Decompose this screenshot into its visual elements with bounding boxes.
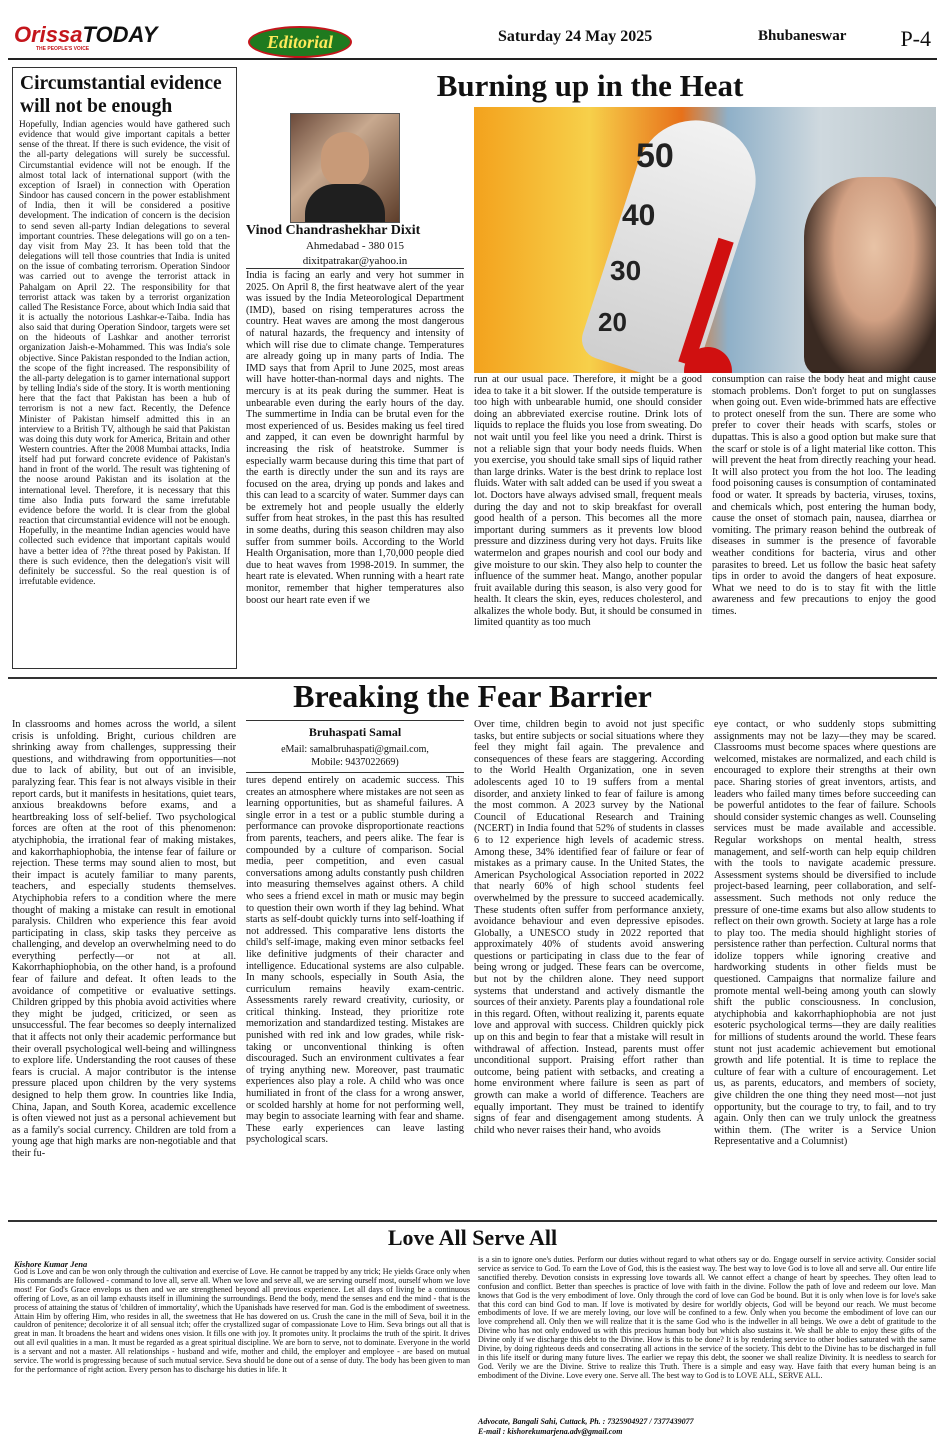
love-col-1: God is Love and can be won only through the cultivation and exercise of Love. He cannot be trapped by any trick; He yields Grace only when His commands are followed - command to love all, serve all. When we love and serve all, we are serving ourself most, ourself whom we love most! For God's Grace envelops us then and we are strengthened beyond all previous experience. Let all days of living be a continuous offering of Love, as an oil lamp exhausts itself in illumining the surroundings. Bend the body, mend the senses and end the mind - that is the process of attaining the status of 'children of immortality', which the Upanishads have reserved for man. God is the embodiment of sweetness. Attain Him by offering Him, who resides in all, the sweetness that He has dowered on us. Crush the cane in the mill of Seva, boil it in the cauldron of penitence; decolorize it of all sensual itch; offer the crystallized sugar of compassionate Love to Him. Seva brings out all that is great in man. It broadens the heart and widens ones vision. It fills one with joy. It promotes unity. It proclaims the truth of the spirit. It drives out all evil qualities in a man. It must be regarded as a great spiritual discipline. We are born to serve, not to dominate. Everyone in the world is a servant and not a master. All relationships - husband and wife, mother and child, the employer and employee - are based on mutual service. The world is progressing because of such mutual service. Seva should be done out of a sense of duty. The body has been given to man for the performance of right action. Every person has to discharge his duties in life. It bbox=[14, 1268, 470, 1374]
heat-article-title: Burning up in the Heat bbox=[436, 68, 744, 103]
fear-author-mobile: Mobile: 9437022669) bbox=[311, 757, 399, 768]
thermo-label-20: 20 bbox=[598, 307, 627, 337]
fear-byline-rule-top bbox=[246, 720, 464, 721]
logo-today: TODAY bbox=[82, 22, 158, 47]
page-number: P-4 bbox=[900, 26, 931, 51]
love-author: Kishore Kumar Jena bbox=[14, 1259, 88, 1269]
header-rule bbox=[8, 58, 937, 60]
fear-byline-rule-bottom bbox=[246, 772, 464, 773]
left-article-title: Circumstantial evidence will not be enough bbox=[20, 73, 222, 117]
issue-date: Saturday 24 May 2025 bbox=[498, 28, 653, 45]
city-name: Bhubaneswar bbox=[758, 28, 847, 44]
fear-article-title: Breaking the Fear Barrier bbox=[293, 678, 652, 714]
heat-col-3: consumption can raise the body heat and might cause stomach problems. Don't forget to put on sunglasses when going out. Even wide-brimmed hats are effective to protect oneself from the sun. There are some who prefer to cover their heads with scarfs, stoles or dupattas. This is also a good option but make sure that the scarf or stole is of a light material like cotton. This will prevent the heat from directly reaching your head. It will also protect you from the hot loo. The leading food poisoning causes is consumption of contaminated food or water. It spreads by bacteria, viruses, toxins, and chemicals which, post entering the human body, cause the onset of stomach pain, nausea, diarrhea or vomiting. The primary reason behind the outbreak of diseases in summer is the presence of favorable weather conditions for bacteria, virus and other parasites to breed. Let us follow the basic heat safety tips in order to avoid the dangers of heat exposure. What we need to do is to stay fit with the little awareness and few precautions to enjoy the good times. bbox=[712, 374, 936, 617]
love-col-2: is a sin to ignore one's duties. Perform our duties without regard to what others say or do. Engage ourself in service activity. Consider social service as service to God. To earn the Love of God, this is the easiest way. The best way to love God is to love all and serve all. Our entire life sanctified thereby. Devotion consists in expressing love towards all. We cannot effect a change of heart by speeches. They often lead to confusion and conflict. Better than speeches is practice of love with faith in the divine. Follow the path of love and redeem our love. Man knows that God is the very embodiment of love. Only through the cord of love can God be bound. But it is only when love is for love's sake that this cord can bind God to man. If love is motivated by desire for worldly objects, God will be beyond our reach. We must become embodiments of love. If we are merely loving, our love will be confined to a few. Only when you become the embodiment of love can our love comprehend all. Only then we will realize that it is the same God who is the indweller in all beings. We owe a debt of gratitude to the Divine who has not only endowed us with this precious human body but which also sustains it. We shall be able to enjoy these gifts of the Divine only if we discharge this debt to the Divine. How is this to be done? It is by rendering service to other bodies saturated with the same Divine, by doing righteous deeds and consecrating all actions in the service of the society. This debt to the Divine has to be discharged in full in this life itself or during many future lives. The earlier we repay this debt, the sooner we shall realize Divinity. It is needless to search for God. Verily we are the Divine. Strive to realize this Truth. There is a simple and easy way. Have faith that every human being is an embodiment of the Divine. Love every one. Serve all. The best way to God is to LOVE ALL, SERVE ALL. bbox=[478, 1256, 936, 1380]
newspaper-logo bbox=[14, 22, 158, 52]
section-badge: Editorial bbox=[248, 26, 352, 58]
fear-col-3: Over time, children begin to avoid not just specific tasks, but entire subjects or social situations where they feel they might fail again. The prevalence and consequences of these fears are staggering. According to the World Health Organization, one in seven adolescents aged 10 to 19 suffers from a mental disorder, and anxiety linked to fear of failure is among the most common. A 2023 survey by the National Council of Educational Research and Training (NCERT) in India found that 52% of students in classes 6 to 12 experience high levels of academic stress. Among these, 34% identified fear of failure or fear of mistakes as a primary cause. In the United States, the American Psychological Association reported in 2022 that nearly 60% of high school students feel overwhelmed by the pressure to succeed academically. These students often suffer from performance anxiety, avoidance behaviour and even depressive episodes. Globally, a UNESCO study in 2022 reported that approximately 40% of students avoid answering questions or participating in class due to the fear of being wrong or judged. These fears can be overcome, but not by the children alone. They need support systems that understand and actively dismantle the sources of their anxiety. Parents play a foundational role in this regard. Often, without realizing it, parents equate love and approval with success. Children quickly pick up on this and begin to fear that a mistake will result in withdrawal of affection. Instead, parents must offer unconditional support. Praising effort rather than outcome, being patient with setbacks, and creating a home environment where failure is seen as part of growth can make a world of difference. Teachers are equally important. They must be trained to identify signs of fear and disengagement among students. A child who never raises their hand, who avoids bbox=[474, 719, 704, 1136]
left-article-body: Hopefully, Indian agencies would have gathered such evidence that would give important capitals a better sense of the threat. If there is such evidence, the visit of the all-party delegations will surely be successful. Circumstantial evidence will not be enough. If the almost total lack of international support (with the exception of Israel) in connection with Operation Sindoor has caused concern in the power establishment of India, then it will be considered a positive development. The indication of concern is the decision to send seven all-party Indian delegations to several important countries. These delegations will go on a ten-day visit from May 23. It has been told that the delegations will tell those countries that India is united on the issue of combating terrorism. Operation Sindoor was carried out to avenge the terrorist attack in Pahalgam on April 22. The responsibility for that terrorist attack was taken by a terrorist organization called The Resistance Force, about which India said that it is actually the notorious Lashkar-e-Taiba. India has also said that during Operation Sindoor, targets were set on the hideouts of Lashkar and another terrorist organization Jaish-e-Mohammed. This was India's sole objective. Since Pakistan responded to the Indian action, the scope of the fight increased. The responsibility of the all-party delegation is to garner international support by telling India's side of the story. It is worth mentioning here that the fact that Pakistan has been a hub of terrorism is not a new fact. Recently, the Defence Minister of Pakistan himself admitted this in an interview to a British TV, although he said that Pakistan was doing this duty work for America, Britain and other Western countries. After the 2008 Mumbai attacks, India itself had put forward concrete evidence of Pakistan's hand in front of the world. The result was tightening of the noose around Pakistan and its isolation at the international level. Therefore, it is necessary that this time also India puts forward the same irrefutable evidence before the world. It is clear from the global reaction that circumstantial evidence will not be enough. Hopefully, in the meantime Indian agencies would have collected such evidence that important capitals would have a better idea of ??the threat posed by Pakistan. If there is such evidence, then the delegation's visit will definitely be successful. So the real question is of irrefutable evidence. bbox=[19, 120, 230, 588]
author-photo bbox=[290, 113, 400, 223]
byline-rule bbox=[246, 268, 464, 269]
fear-author: Bruhaspati Samal bbox=[308, 725, 402, 739]
thermo-label-40: 40 bbox=[622, 199, 656, 232]
love-author-email: E-mail : kishorekumarjena.adv@gmail.com bbox=[478, 1427, 623, 1436]
heat-col-1: India is facing an early and very hot summer in 2025. On April 8, the first heatwave alert of the year was issued by the India Meteorological Department (IMD), based on rising temperatures across the country. Heat waves are among the most dangerous of natural hazards, the frequency and intensity of which will rise due to climate change. Temperatures are already going up in many parts of India. The IMD says that from April to June 2025, most areas will have hotter-than-normal days and nights. The mercury is at its peak during the summer. Heat is unbearable even during the early hours of the day. The summertime in India can be brutal even for the most experienced of us. Besides making us feel tired and zapped, it can even be downright harmful by increasing the risk of heatstroke. Summer is especially warm because during this time that part of the earth is directly under the sun and its rays are focused on the area, drying up ponds and lakes and this can lead to a scarcity of water. Summer days can be extremely hot and people usually the elderly suffer from heat strokes, in the past this has resulted in some deaths, during this season children may also suffer from summer boils. According to the World Health Organisation, more than 1,70,000 people died due to heat waves from 1998-2019. In summer, the heart rate is elevated. When running with a heart rate monitor, remember that higher temperatures also boost our heart rate even if we bbox=[246, 270, 464, 606]
thermo-label-50: 50 bbox=[636, 137, 674, 175]
fear-col-2: tures depend entirely on academic success. This creates an atmosphere where mistakes are not seen as learning opportunities, but as shameful failures. A single error in a test or a public stumble during a performance can provoke disproportionate reactions from parents, teachers, and peers alike. The fear is compounded by a culture of comparison. Social media, peer competition, and even casual conversations among adults constantly push children into measuring themselves against others. A child who sees a friend excel in math or music may begin to question their own worth if they lag behind. What starts as self-doubt quickly turns into self-loathing if not addressed. This comparative lens distorts the child's self-image, making even minor setbacks feel like definitive judgments of their character and intelligence. Educational systems are also culpable. In many schools, especially in South Asia, the curriculum remains heavily exam-centric. Assessments rarely reward creativity, curiosity, or critical thinking. Instead, they prioritize rote memorization and standardized testing. Mistakes are punished with red ink and low grades, while risk-taking or unconventional thinking is often discouraged. Such an environment cultivates a fear of trying anything new. Moreover, past traumatic experiences also play a role. A child who was once humiliated in front of the class for a wrong answer, or scolded harshly at home for not performing well, may begin to associate learning with fear and shame. These early experiences can leave lasting psychological scars. bbox=[246, 775, 464, 1146]
fear-col-4: eye contact, or who suddenly stops submitting assignments may not be lazy—they may be scared. Classrooms must become spaces where questions are welcomed, mistakes are normalized, and each child is encouraged to explore their strengths at their own pace. Sharing stories of great inventors, artists, and leaders who failed many times before succeeding can be powerful antidotes to the fear of failure. Schools should consider systemic changes as well. Counseling services must be made available and accessible. Regular workshops on mental health, stress management, and self-worth can help equip children with the tools to navigate academic pressure. Assessment systems should be diversified to include project-based learning, peer collaboration, and self-assessment. Such methods not only reduce the pressure of one-time exams but also allow students to reflect on their own growth. Society at large has a role to play too. The media should highlight stories of persistence rather than perfection. Cultural norms that idolize toppers while ignoring creative and hardworking students in other fields must be questioned. Campaigns that normalize failure and promote mental well-being among youth can slowly shift the public consciousness. In conclusion, atychiphobia and kakorrhaphiophobia are not just esoteric psychological terms—they are daily realities for millions of students around the world. These fears stunt not just academic achievement but emotional growth and life potential. It is time to replace the culture of fear with a culture of encouragement. Let us, as parents, educators, and members of society, give children the one thing they need most—not just opportunity, but the courage to try, to fail, and to try again. Only then can we truly unlock the greatness within them. (The writer is a Service Union Representative and a Columnist) bbox=[714, 719, 936, 1148]
heat-photo bbox=[474, 107, 936, 373]
heat-author: Vinod Chandrashekhar Dixit bbox=[246, 223, 421, 238]
love-article-title: Love All Serve All bbox=[387, 1225, 558, 1250]
heat-col-2: run at our usual pace. Therefore, it might be a good idea to take it a bit slower. If the outside temperature is too high with unbearable humid, one should consider doing an abbreviated exercise routine. Drink lots of liquids to replace the fluids you lose from sweating. Do not wait until you feel like you need a drink. Thirst is not a reliable sign that your body needs fluids. When you exercise, you should take small sips of liquid rather than large drinks. Water is the best drink to replace lost fluids. Water with salt added can be used if you sweat a lot. Doctors have always advised small, frequent meals during the day and not to skip breakfast for overall good health of a person. This becomes all the more important during summers as it prevents low blood pressure and dizziness during very hot days. Fruits like watermelon and grapes nourish and cool our body and give moisture to our skin. They also help to counter the influence of the summer heat. Mango, another popular fruit available during this season, is also very good for health. It clears the skin, eyes, reduces cholesterol, and alkalizes the whole body. But, it should be consumed in limited quantity as too much bbox=[474, 374, 702, 629]
left-article-box bbox=[12, 67, 237, 669]
logo-orissa: Orissa bbox=[14, 22, 83, 47]
woman-in-heat-image bbox=[804, 177, 936, 373]
love-author-address: Advocate, Bangali Sahi, Cuttack, Ph. : 7325904927 / 7377439077 bbox=[478, 1417, 694, 1426]
fear-author-email: eMail: samalbruhaspati@gmail.com, bbox=[281, 744, 429, 755]
heat-author-email: dixitpatrakar@yahoo.in bbox=[302, 255, 408, 267]
fear-col-1: In classrooms and homes across the world, a silent crisis is unfolding. Bright, curious children are shrinking away from challenges, suppressing their questions, and withdrawing from opportunities—not due to lack of ability, but out of an invisible, paralyzing fear. This fear is not always visible in their report cards, but it manifests in hesitations, quiet tears, anxious breakdowns before exams, and a heartbreaking loss of self-belief. Two psychological forces are often at the root of this phenomenon: atychiphobia, the irrational fear of making mistakes, and kakorrhaphiophobia, the intense fear of failure or rejection. These terms may sound alien to most, but their impact is acutely familiar to many parents, teachers, and especially students themselves. Atychiphobia refers to a condition where the mere thought of making a mistake can result in emotional paralysis. Children who experience this fear avoid participating in class, skip tasks they perceive as challenging, and develop an overwhelming need to do everything perfectly—or not at all. Kakorrhaphiophobia, on the other hand, is a profound fear of failure and defeat. It often leads to the avoidance of competitive or evaluative settings. Children gripped by this phobia avoid activities where they might be judged, criticized, or seen as unsuccessful. The fear becomes so deeply internalized that it affects not only their academic performance but their overall psychological well-being and willingness to explore life. Understanding the root causes of these fears is crucial. A major contributor is the intense pressure placed upon children by the very systems designed to help them grow. In countries like India, China, Japan, and South Korea, academic excellence is often viewed not just as a personal achievement but as a family's social currency. Children are told from a young age that high marks are non-negotiable and that their fu- bbox=[12, 719, 236, 1159]
thermo-label-30: 30 bbox=[610, 255, 642, 286]
heat-author-location: Ahmedabad - 380 015 bbox=[305, 240, 405, 252]
logo-tagline: THE PEOPLE'S VOICE bbox=[36, 46, 90, 52]
section-divider-2 bbox=[8, 1220, 937, 1222]
